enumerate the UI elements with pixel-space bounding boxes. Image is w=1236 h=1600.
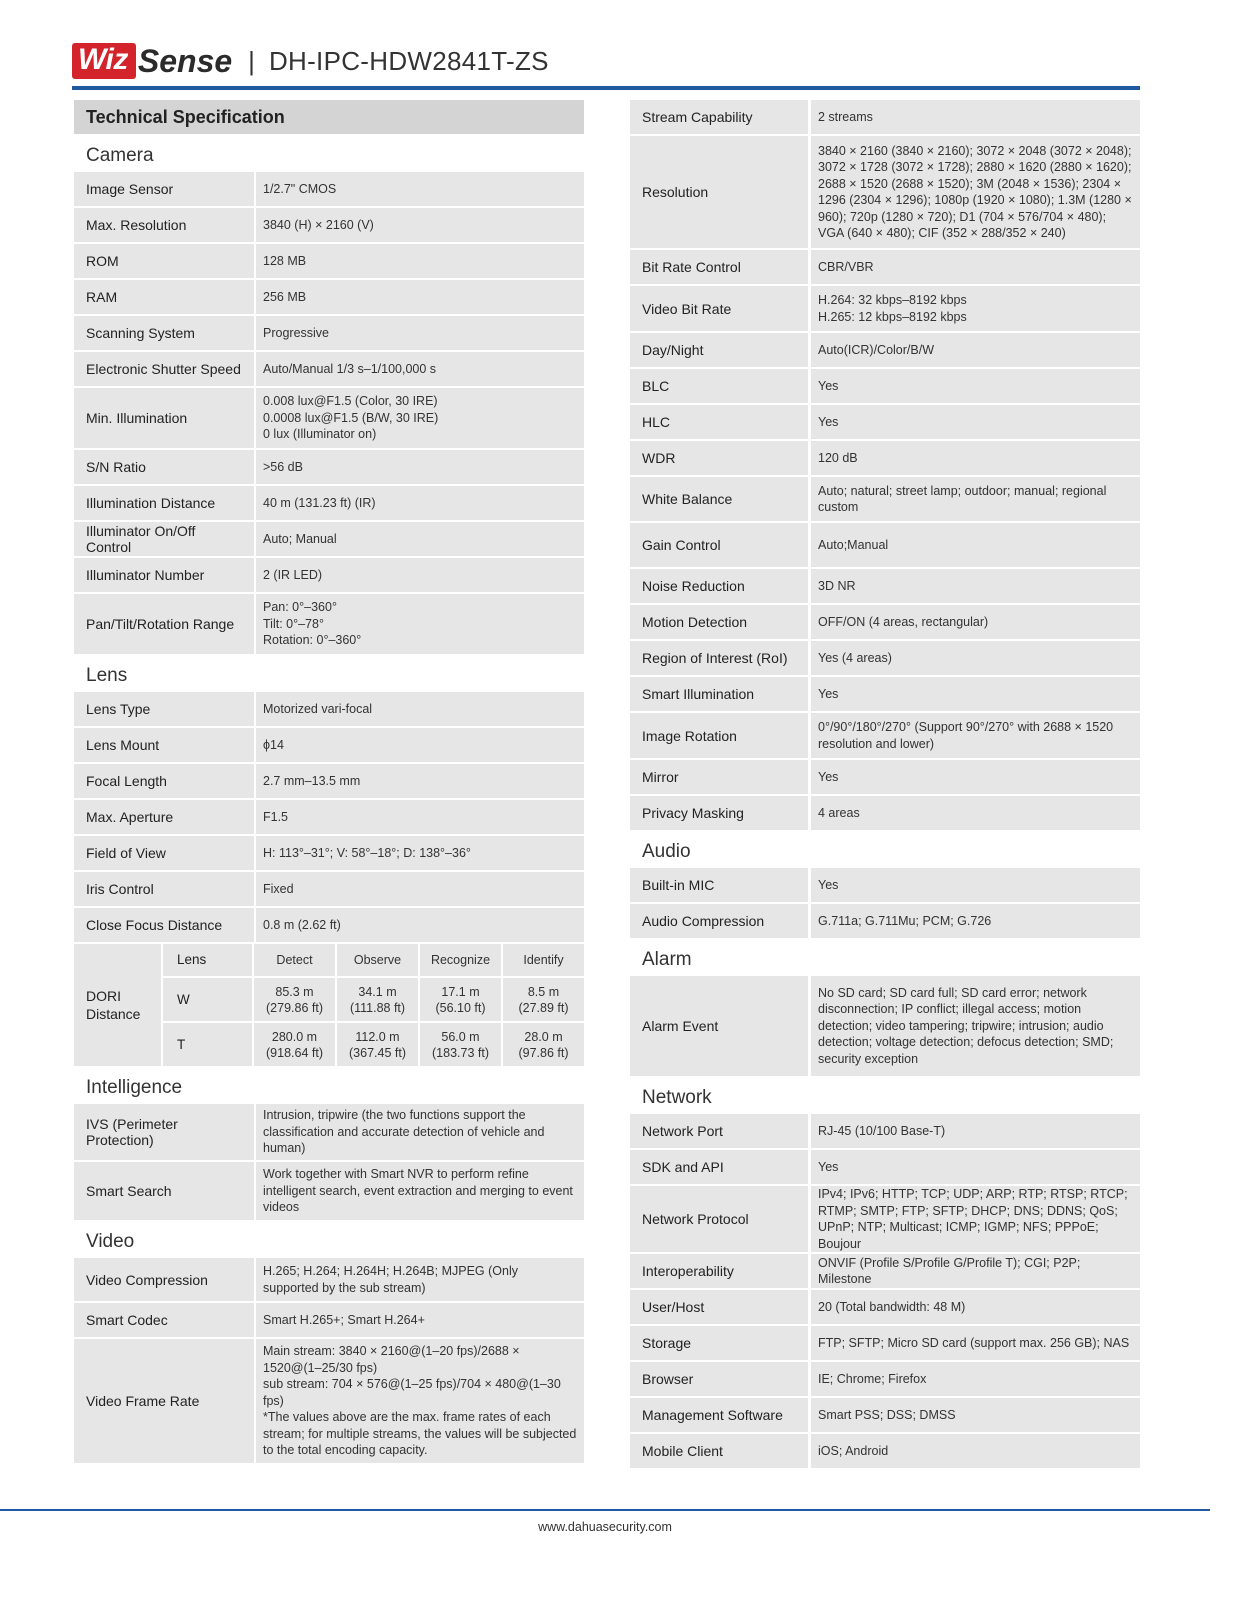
spec-row [630,100,1140,134]
spec-label: Max. Resolution [74,208,254,242]
spec-row [630,569,1140,603]
spec-label: HLC [630,405,808,439]
spec-title: Technical Specification [74,100,584,134]
spec-label: Lens Mount [74,728,254,762]
dori-cell: 34.1 m (111.88 ft) [337,978,418,1021]
spec-label: Image Rotation [630,713,808,758]
dori-distance-table [74,944,584,1066]
right-column [630,100,1140,1470]
spec-label: Pan/Tilt/Rotation Range [74,594,254,654]
dori-cell: 85.3 m (279.86 ft) [254,978,335,1021]
dori-cell: 56.0 m (183.73 ft) [420,1023,501,1066]
spec-row [630,976,1140,1076]
lens-table [74,692,584,1066]
spec-value: Progressive [256,316,584,350]
dori-cell: T [163,1023,252,1066]
spec-label: Gain Control [630,523,808,567]
spec-row [74,388,584,448]
spec-value: 4 areas [811,796,1140,830]
spec-value: Yes [811,1150,1140,1184]
spec-value: 0.8 m (2.62 ft) [256,908,584,942]
dori-header-cell: Detect [254,944,335,976]
spec-label: Focal Length [74,764,254,798]
spec-value: Motorized vari-focal [256,692,584,726]
dori-cell: 280.0 m (918.64 ft) [254,1023,335,1066]
spec-value: 3840 × 2160 (3840 × 2160); 3072 × 2048 (3072 × 2048); 3072 × 1728 (3072 × 1728); 2880 × 1620 (2880 × 1620); 2688 × 1520 (2688 × 1520); 3M (2048 × 1536); 2304 × 1296 (2304 × 1296); 1080p (1920 × 1080); 1.3M (1280 × 960); 720p (1280 × 720); D1 (704 × 576/704 × 480); VGA (640 × 480); CIF (352 × 288/352 × 240) [811,136,1140,248]
spec-row [630,1326,1140,1360]
spec-value: Yes [811,677,1140,711]
spec-label: Motion Detection [630,605,808,639]
dori-cell: 8.5 m (27.89 ft) [503,978,584,1021]
spec-row [630,1362,1140,1396]
spec-row [630,1254,1140,1288]
spec-value: ϕ14 [256,728,584,762]
spec-row [74,872,584,906]
spec-row [630,868,1140,902]
spec-value: No SD card; SD card full; SD card error; network disconnection; IP conflict; illegal access; motion detection; video tampering; tripwire; intrusion; audio detection; voltage detection; defocus detection; SMD; security exception [811,976,1140,1076]
spec-row [630,1398,1140,1432]
spec-value: Smart H.265+; Smart H.264+ [256,1303,584,1337]
page-header [72,36,549,86]
spec-row [74,692,584,726]
spec-label: Scanning System [74,316,254,350]
spec-label: Built-in MIC [630,868,808,902]
spec-value: 128 MB [256,244,584,278]
spec-row [630,136,1140,248]
dori-cell: W [163,978,252,1021]
spec-row [630,1186,1140,1252]
spec-value: G.711a; G.711Mu; PCM; G.726 [811,904,1140,938]
spec-row [630,441,1140,475]
section-audio: Audio [642,841,691,862]
spec-row [630,250,1140,284]
logo-sense-text: Sense [137,43,233,79]
spec-value: IPv4; IPv6; HTTP; TCP; UDP; ARP; RTP; RTSP; RTCP; RTMP; SMTP; FTP; SFTP; DHCP; DNS; DDNS; QoS; UPnP; NTP; Multicast; ICMP; IGMP; NFS; PPPoE; Boujour [811,1186,1140,1252]
spec-row [74,208,584,242]
spec-row [630,677,1140,711]
spec-row [74,836,584,870]
spec-label: Smart Illumination [630,677,808,711]
spec-row [74,764,584,798]
spec-row [630,760,1140,794]
section-alarm: Alarm [642,949,692,970]
model-number: DH-IPC-HDW2841T-ZS [268,45,549,76]
dori-cell: 112.0 m (367.45 ft) [337,1023,418,1066]
footer-website-link[interactable]: www.dahuasecurity.com [538,1520,672,1534]
spec-label: RAM [74,280,254,314]
spec-label: Day/Night [630,333,808,367]
dori-cell: 17.1 m (56.10 ft) [420,978,501,1021]
spec-value: 3840 (H) × 2160 (V) [256,208,584,242]
spec-row [74,800,584,834]
spec-label: Image Sensor [74,172,254,206]
spec-label: Video Frame Rate [74,1339,254,1463]
dori-header-cell: Recognize [420,944,501,976]
spec-row [630,605,1140,639]
spec-value: Intrusion, tripwire (the two functions support the classification and accurate detection of vehicle and human) [256,1104,584,1160]
header-rule [72,86,1140,90]
spec-value: 20 (Total bandwidth: 48 M) [811,1290,1140,1324]
spec-value: OFF/ON (4 areas, rectangular) [811,605,1140,639]
spec-value: Yes [811,405,1140,439]
spec-value: >56 dB [256,450,584,484]
spec-label: SDK and API [630,1150,808,1184]
dori-header-cell: Identify [503,944,584,976]
spec-label: Video Bit Rate [630,286,808,331]
spec-label: S/N Ratio [74,450,254,484]
spec-row [630,523,1140,567]
spec-value: Auto; Manual [256,522,584,556]
spec-row [74,1258,584,1301]
spec-label: Lens Type [74,692,254,726]
spec-value: Work together with Smart NVR to perform refine intelligent search, event extraction and merging to event videos [256,1162,584,1220]
spec-row [74,1162,584,1220]
spec-label: Close Focus Distance [74,908,254,942]
spec-row [74,1339,584,1463]
spec-row [74,172,584,206]
spec-row [630,405,1140,439]
spec-row [630,796,1140,830]
footer-rule [0,1509,1210,1511]
section-video: Video [86,1231,135,1252]
spec-value: H: 113°–31°; V: 58°–18°; D: 138°–36° [256,836,584,870]
spec-row [74,244,584,278]
spec-label: Noise Reduction [630,569,808,603]
spec-value: F1.5 [256,800,584,834]
spec-value: 0°/90°/180°/270° (Support 90°/270° with 2688 × 1520 resolution and lower) [811,713,1140,758]
spec-value: 1/2.7" CMOS [256,172,584,206]
spec-row [74,1104,584,1160]
network-table [630,1114,1140,1468]
spec-label: Region of Interest (RoI) [630,641,808,675]
spec-label: White Balance [630,477,808,521]
dori-header-row [163,944,584,976]
spec-label: Illuminator On/Off Control [74,522,254,556]
spec-value: 2 (IR LED) [256,558,584,592]
dori-label: DORI Distance [74,944,161,1066]
spec-row [630,904,1140,938]
dori-row-w [163,978,584,1021]
spec-label: Field of View [74,836,254,870]
spec-row [630,1114,1140,1148]
spec-value: Main stream: 3840 × 2160@(1–20 fps)/2688 × 1520@(1–25/30 fps) sub stream: 704 × 576@(1–25 fps)/704 × 480@(1–30 fps) *The values above are the max. frame rates of each stream; for multiple streams, the values will be subjected to the total encoding capacity. [256,1339,584,1463]
spec-value: 3D NR [811,569,1140,603]
spec-value: ONVIF (Profile S/Profile G/Profile T); CGI; P2P; Milestone [811,1254,1140,1288]
spec-label: Audio Compression [630,904,808,938]
spec-value: Smart PSS; DSS; DMSS [811,1398,1140,1432]
spec-row [630,641,1140,675]
spec-value: Yes [811,760,1140,794]
spec-row [74,1303,584,1337]
spec-label: Video Compression [74,1258,254,1301]
audio-table [630,868,1140,938]
spec-value: 40 m (131.23 ft) (IR) [256,486,584,520]
spec-label: Max. Aperture [74,800,254,834]
spec-value: Yes [811,369,1140,403]
spec-row [74,728,584,762]
spec-label: Mirror [630,760,808,794]
section-network: Network [642,1087,712,1108]
spec-value: Pan: 0°–360° Tilt: 0°–78° Rotation: 0°–360° [256,594,584,654]
spec-value: Yes (4 areas) [811,641,1140,675]
dori-header-cell: Observe [337,944,418,976]
spec-row [74,450,584,484]
spec-row [630,333,1140,367]
spec-value: Auto/Manual 1/3 s–1/100,000 s [256,352,584,386]
logo-wiz-text: Wiz [72,43,136,79]
spec-value: 120 dB [811,441,1140,475]
spec-label: WDR [630,441,808,475]
spec-label: BLC [630,369,808,403]
spec-row [630,1434,1140,1468]
spec-label: Storage [630,1326,808,1360]
spec-value: Yes [811,868,1140,902]
spec-label: Electronic Shutter Speed [74,352,254,386]
spec-value: 2 streams [811,100,1140,134]
spec-value: IE; Chrome; Firefox [811,1362,1140,1396]
spec-row [74,558,584,592]
spec-label: Alarm Event [630,976,808,1076]
dori-header-cell: Lens [163,944,252,976]
spec-row [630,713,1140,758]
spec-value: Auto; natural; street lamp; outdoor; manual; regional custom [811,477,1140,521]
spec-label: Illuminator Number [74,558,254,592]
spec-label: Stream Capability [630,100,808,134]
spec-row [630,369,1140,403]
spec-label: Mobile Client [630,1434,808,1468]
spec-value: 256 MB [256,280,584,314]
spec-value: Auto(ICR)/Color/B/W [811,333,1140,367]
spec-value: RJ-45 (10/100 Base-T) [811,1114,1140,1148]
spec-value: 2.7 mm–13.5 mm [256,764,584,798]
intelligence-table [74,1104,584,1220]
spec-label: Smart Search [74,1162,254,1220]
spec-value: iOS; Android [811,1434,1140,1468]
spec-row [74,908,584,942]
dori-cell: 28.0 m (97.86 ft) [503,1023,584,1066]
spec-label: Bit Rate Control [630,250,808,284]
alarm-table [630,976,1140,1076]
spec-row [74,280,584,314]
spec-row [74,316,584,350]
spec-value: CBR/VBR [811,250,1140,284]
dori-grid [163,944,584,1066]
spec-row [630,286,1140,331]
spec-value: 0.008 lux@F1.5 (Color, 30 IRE) 0.0008 lux@F1.5 (B/W, 30 IRE) 0 lux (Illuminator on) [256,388,584,448]
spec-row [630,1290,1140,1324]
video-continued-table [630,100,1140,830]
spec-value: H.265; H.264; H.264H; H.264B; MJPEG (Only supported by the sub stream) [256,1258,584,1301]
spec-label: Network Protocol [630,1186,808,1252]
spec-row [74,352,584,386]
spec-label: Illumination Distance [74,486,254,520]
header-separator: | [248,45,255,76]
spec-row [74,594,584,654]
spec-value: Fixed [256,872,584,906]
camera-table [74,172,584,654]
section-intelligence: Intelligence [86,1077,183,1098]
spec-label: Resolution [630,136,808,248]
wizsense-logo [72,43,232,79]
spec-label: Network Port [630,1114,808,1148]
video-table [74,1258,584,1463]
spec-label: Interoperability [630,1254,808,1288]
section-lens: Lens [86,665,128,686]
spec-value: H.264: 32 kbps–8192 kbps H.265: 12 kbps–8192 kbps [811,286,1140,331]
spec-row [630,477,1140,521]
spec-label: IVS (Perimeter Protection) [74,1104,254,1160]
spec-row [74,486,584,520]
spec-label: Privacy Masking [630,796,808,830]
spec-label: Management Software [630,1398,808,1432]
spec-label: Iris Control [74,872,254,906]
spec-value: FTP; SFTP; Micro SD card (support max. 256 GB); NAS [811,1326,1140,1360]
spec-row [630,1150,1140,1184]
spec-label: Min. Illumination [74,388,254,448]
spec-label: Smart Codec [74,1303,254,1337]
spec-label: Browser [630,1362,808,1396]
section-camera: Camera [86,145,154,166]
spec-label: User/Host [630,1290,808,1324]
dori-row-t [163,1023,584,1066]
spec-row [74,522,584,556]
spec-value: Auto;Manual [811,523,1140,567]
spec-label: ROM [74,244,254,278]
left-column [74,100,584,1465]
